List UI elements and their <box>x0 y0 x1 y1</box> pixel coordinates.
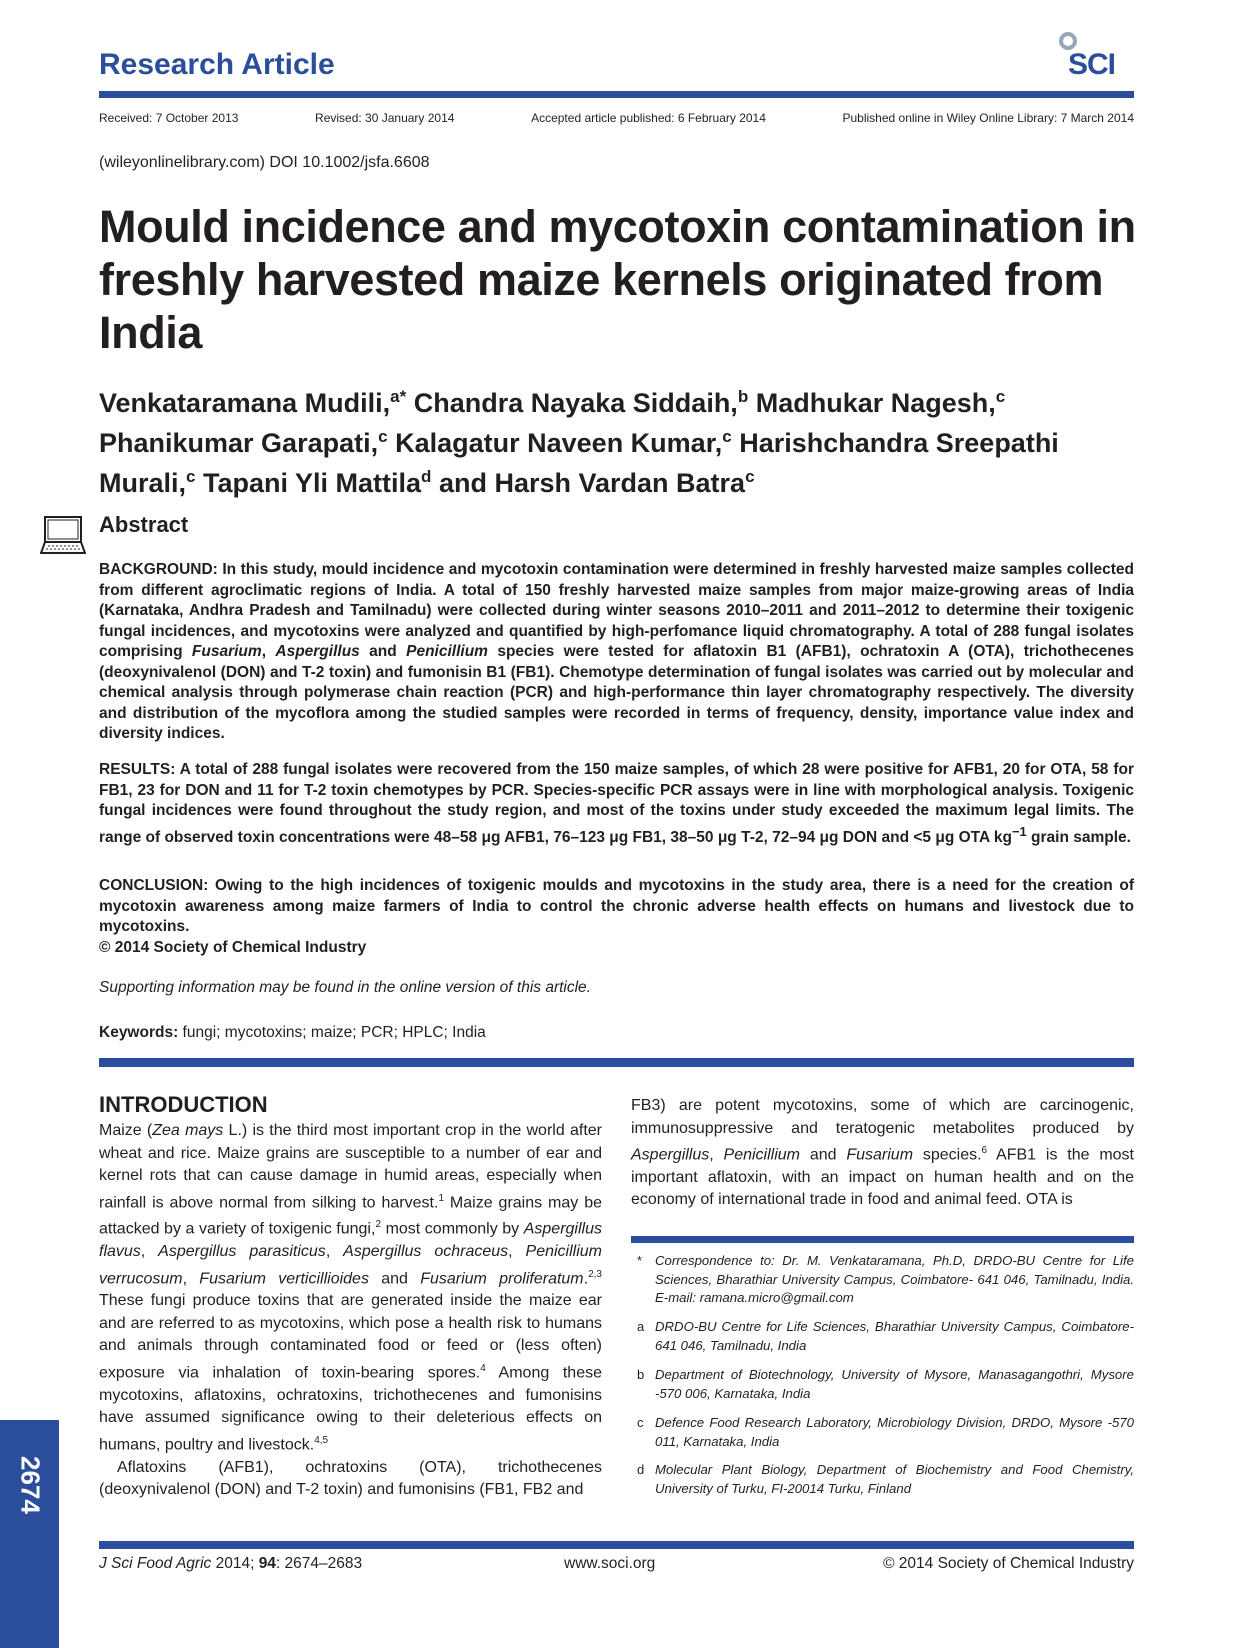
author-name: Chandra Nayaka Siddaih, <box>413 388 738 418</box>
footnote-mark: a <box>637 1319 645 1334</box>
footnote-text: Correspondence to: Dr. M. Venkataramana, Ph.D, DRDO-BU Centre for Life Sciences, Bharathiar University Campus, Coimbatore- 641 046, Tamilnadu, India. E-mail: ramana.micro@gmail.com <box>655 1253 1134 1305</box>
doi: (wileyonlinelibrary.com) DOI 10.1002/jsfa.6608 <box>99 154 430 171</box>
citation-volume: 94 <box>258 1555 276 1572</box>
intro-paragraph <box>99 1120 602 1457</box>
abstract-background <box>99 560 1134 745</box>
species-name: Zea mays <box>152 1122 224 1139</box>
article-type: Research Article <box>99 48 335 81</box>
genus-name: Aspergillus <box>631 1146 710 1164</box>
species-name: Aspergillus ochraceus <box>343 1243 509 1261</box>
author-affiliation: c <box>378 427 388 446</box>
genus-name: Fusarium <box>191 643 262 660</box>
published-date: Published online in Wiley Online Library: 7 March 2014 <box>842 111 1134 125</box>
text-run: most commonly by <box>381 1220 524 1238</box>
accepted-date: Accepted article published: 6 February 2014 <box>531 111 766 125</box>
results-text: grain sample. <box>1026 828 1131 846</box>
citation-ref: 6 <box>981 1145 988 1156</box>
text-run: and <box>368 1269 421 1287</box>
footnote-mark: d <box>637 1462 645 1477</box>
affiliation-footnote <box>631 1366 1134 1403</box>
abstract-copyright: © 2014 Society of Chemical Industry <box>99 939 367 956</box>
citation-ref: 4,5 <box>314 1434 329 1446</box>
author-name: Madhukar Nagesh, <box>755 388 996 418</box>
author-name: Kalagatur Naveen Kumar, <box>395 428 723 458</box>
page-number-tab <box>0 1420 59 1648</box>
article-dates <box>99 111 1134 125</box>
author-name: Tapani Yli Mattila <box>203 468 422 498</box>
journal-citation <box>99 1555 362 1573</box>
footnote-mark: c <box>637 1415 644 1430</box>
correspondence-footnote <box>631 1252 1134 1308</box>
unit-exponent: −1 <box>1012 823 1027 839</box>
text-run: and <box>800 1146 847 1164</box>
author-affiliation: c <box>722 427 732 446</box>
intro-heading: INTRODUCTION <box>99 1092 268 1117</box>
journal-url-link[interactable]: www.soci.org <box>564 1555 656 1572</box>
footnote-text: Molecular Plant Biology, Department of Biochemistry and Food Chemistry, University of Turku, FI-20014 Turku, Finland <box>655 1462 1134 1496</box>
footnote-text: Department of Biotechnology, University of Mysore, Manasagangothri, Mysore -570 006, Karnataka, India <box>655 1367 1134 1401</box>
footnote-mark: b <box>637 1367 645 1382</box>
logo-text: SCI <box>1068 48 1116 81</box>
affiliation-footnote <box>631 1461 1134 1498</box>
received-date: Received: 7 October 2013 <box>99 111 239 125</box>
text-sep: , <box>261 643 276 660</box>
species-name: Penicillium verrucosum <box>99 1243 602 1287</box>
text-run: These fungi produce toxins that are generated inside the maize ear and are referred to as mycotoxins, which pose a health risk to humans and animals through contaminated food or feed or (less often) exposure via inhalation of toxin-bearing spores. <box>99 1292 602 1382</box>
citation-pages: : 2674–2683 <box>275 1555 363 1572</box>
text-sep: and <box>359 643 407 660</box>
conclusion-text: Owing to the high incidences of toxigenic moulds and mycotoxins in the study area, there is a need for the creation of mycotoxin awareness among maize farmers of India to control the chronic adverse health effects on humans and livestock due to mycotoxins. <box>99 877 1134 935</box>
laptop-icon <box>40 515 86 557</box>
genus-name: Penicillium <box>723 1146 800 1164</box>
author-name: and Harsh Vardan Batra <box>438 468 746 498</box>
intro-column-left <box>99 1092 602 1502</box>
citation-ref: 1 <box>438 1192 444 1204</box>
author-list <box>99 380 1149 500</box>
conclusion-label: CONCLUSION: <box>99 877 209 894</box>
results-label: RESULTS: <box>99 761 176 778</box>
species-name: Aspergillus parasiticus <box>158 1243 326 1261</box>
text-run: , <box>709 1146 724 1164</box>
footer-rule <box>99 1541 1134 1549</box>
sci-logo <box>1058 32 1134 84</box>
journal-name: J Sci Food Agric <box>99 1555 212 1572</box>
species-name: Aspergillus flavus <box>99 1220 602 1261</box>
author-affiliation: c <box>745 467 755 486</box>
text-run: L.) is the third most important crop in the world after wheat and rice. Maize grains are susceptible to a number of ear and kernel rots that can cause damage in humid areas, especially when rainfall is above normal from silking to harvest. <box>99 1122 602 1211</box>
page-number: 2674 <box>15 1456 46 1514</box>
text-run: , <box>140 1243 159 1261</box>
keywords-label: Keywords: <box>99 1024 179 1041</box>
author-affiliation: c <box>186 467 196 486</box>
affiliation-footnote <box>631 1414 1134 1451</box>
abstract-conclusion <box>99 876 1134 938</box>
text-run: Among these mycotoxins, aflatoxins, ochratoxins, trichothecenes and fumonisins have assumed significance owing to their deleterious effects on humans, poultry and livestock. <box>99 1364 603 1454</box>
revised-date: Revised: 30 January 2014 <box>315 111 455 125</box>
citation-year: 2014; <box>211 1555 259 1572</box>
author-affiliation: c <box>995 387 1006 406</box>
species-name: Fusarium verticillioides <box>199 1269 369 1287</box>
keywords <box>99 1024 486 1042</box>
supporting-info-note: Supporting information may be found in the online version of this article. <box>99 979 591 996</box>
background-text: In this study, mould incidence and mycotoxin contamination were determined in freshly harvested maize samples collected from different agroclimatic regions of India. A total of 150 freshly harvested maize samples from major maize-growing areas of India (Karnataka, Andhra Pradesh and Tamilnadu) were collected during winter seasons 2010–2011 and 2011–2012 to determine their toxigenic fungal incidences, and mycotoxins were analyzed and quantified by high-perfomance liquid chromatography. A total of 288 fungal isolates comprising <box>99 561 1134 660</box>
text-run: Maize grains may be attacked by a variety of toxigenic fungi, <box>99 1193 603 1238</box>
citation-ref: 4 <box>480 1362 486 1374</box>
keywords-list: fungi; mycotoxins; maize; PCR; HPLC; India <box>178 1024 486 1041</box>
text-run: AFB1 is the most important aflatoxin, with an impact on human health and on the economy of international trade in food and animal feed. OTA is <box>631 1146 1134 1209</box>
author-name: Venkataramana Mudili, <box>99 388 391 418</box>
abstract-heading: Abstract <box>99 512 189 537</box>
intro-paragraph: Aflatoxins (AFB1), ochratoxins (OTA), trichothecenes (deoxynivalenol (DON) and T-2 toxin) and fumonisins (FB1, FB2 and <box>99 1458 602 1499</box>
results-text: A total of 288 fungal isolates were recovered from the 150 maize samples, of which 28 were positive for AFB1, 20 for OTA, 58 for FB1, 23 for DON and 11 for T-2 toxin chemotypes by PCR. Species-specific PCR assays were in line with morphological analysis. Toxigenic fungal incidences were found throughout the study region, and most of the toxins under study exceeded the maximum legal limits. The range of observed toxin concentrations were 48–58 μg AFB1, 76–123 μg FB1, 38–50 μg T-2, 72–94 μg DON and <5 μg OTA kg <box>99 761 1134 846</box>
footer-copyright: © 2014 Society of Chemical Industry <box>883 1555 1134 1572</box>
text-run: . <box>583 1269 589 1287</box>
abstract-results <box>99 760 1134 848</box>
affiliation-footnote <box>631 1318 1134 1355</box>
text-run: , <box>508 1243 526 1261</box>
author-affiliation: b <box>737 387 749 406</box>
text-run: , <box>325 1243 344 1261</box>
intro-paragraph <box>631 1095 1134 1212</box>
author-name: Phanikumar Garapati, <box>99 428 379 458</box>
header-rule <box>99 91 1134 98</box>
citation-ref: 2,3 <box>588 1268 602 1280</box>
text-run: , <box>182 1269 200 1287</box>
author-name: Harishchandra Sreepathi Murali, <box>99 428 1059 498</box>
footnote-text: DRDO-BU Centre for Life Sciences, Bharathiar University Campus, Coimbatore-641 046, Tamilnadu, India <box>655 1319 1134 1353</box>
footnote-rule <box>631 1236 1134 1243</box>
genus-name: Fusarium <box>846 1146 914 1164</box>
text-run: species. <box>913 1146 982 1164</box>
genus-name: Aspergillus <box>275 643 360 660</box>
footnote-text: Defence Food Research Laboratory, Microbiology Division, DRDO, Mysore -570 011, Karnataka, India <box>655 1415 1134 1449</box>
text-run: Maize ( <box>99 1122 153 1139</box>
text-run: FB3) are potent mycotoxins, some of which are carcinogenic, immunosuppressive and teratogenic metabolites produced by <box>631 1097 1134 1137</box>
footnote-mark: * <box>637 1253 643 1268</box>
species-name: Fusarium proliferatum <box>420 1269 584 1287</box>
intro-column-right <box>631 1095 1134 1212</box>
citation-ref: 2 <box>375 1219 381 1231</box>
author-affiliation: d <box>421 467 432 486</box>
genus-name: Penicillium <box>406 643 488 660</box>
article-title: Mould incidence and mycotoxin contamination in freshly harvested maize kernels originated from India <box>99 201 1136 358</box>
background-text: species were tested for aflatoxin B1 (AFB1), ochratoxin A (OTA), trichothecenes (deoxynivalenol (DON) and T-2 toxin) and fumonisin B1 (FB1). Chemotype determination of fungal isolates was carried out by molecular and chemical analysis through polymerase chain reaction (PCR) and high-performance thin layer chromatography respectively. The diversity and distribution of the mycoflora among the studied samples were recorded in terms of frequency, density, importance value index and diversity indices. <box>99 643 1134 742</box>
section-rule <box>99 1058 1134 1067</box>
background-label: BACKGROUND: <box>99 561 218 578</box>
author-affiliation: a* <box>390 387 407 406</box>
